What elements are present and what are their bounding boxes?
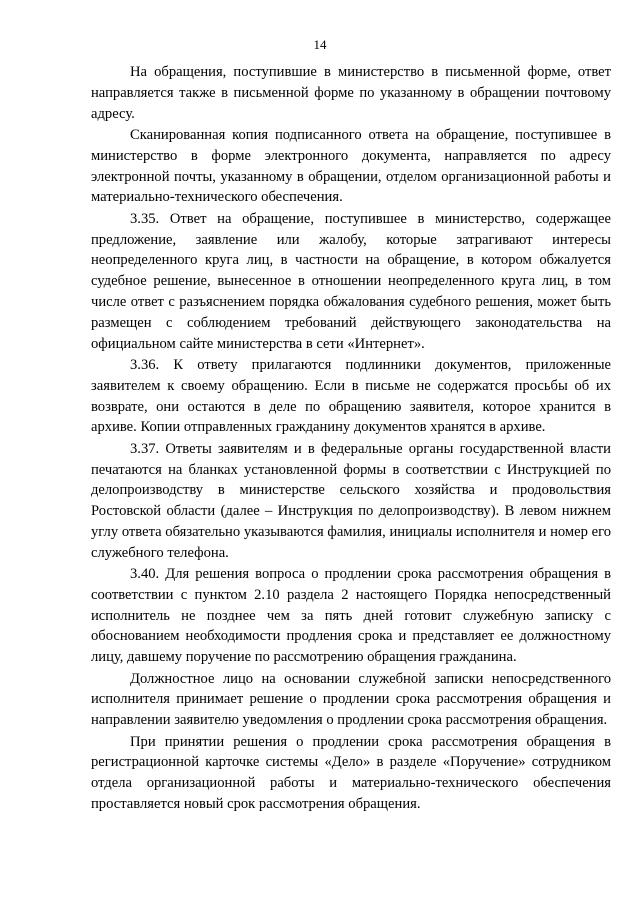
paragraph-3-35: 3.35. Ответ на обращение, поступившее в министерство, содержащее предложение, заявление или жалобу, которые затрагивают интересы неопределенного круга лиц, в частности на обращение, в котором обжалуется судебное решение, вынесенное в отношении неопределенного круга лиц, в том числе ответ с разъяснением порядка обжалования судебного решения, может быть размещен с соблюдением требований действующего законодательства на официальном сайте министерства в сети «Интернет». bbox=[91, 210, 611, 352]
paragraph-3-40: 3.40. Для решения вопроса о продлении срока рассмотрения обращения в соответствии с пунктом 2.10 раздела 2 настоящего Порядка непосредственный исполнитель не позднее чем за пять дней готовит служебную записку с обоснованием необходимости продления срока и представляет ее должностному лицу, давшему поручение по рассмотрению обращения гражданина. bbox=[91, 566, 611, 666]
paragraph-3-36: 3.36. К ответу прилагаются подлинники документов, приложенные заявителем к своему обращению. Если в письме не содержатся просьбы об их возврате, они остаются в деле по обращению заявителя, которое хранится в архиве. Копии отправленных гражданину документов хранятся в архиве. bbox=[91, 356, 611, 436]
page-number: 14 bbox=[313, 37, 327, 52]
paragraph-new-deadline: При принятии решения о продлении срока рассмотрения обращения в регистрационной карточке системы «Дело» в разделе «Поручение» сотрудником отдела организационной работы и материально-технического обеспечения проставляется новый срок рассмотрения обращения. bbox=[91, 733, 611, 813]
paragraph-3-37: 3.37. Ответы заявителям и в федеральные органы государственной власти печатаются на бланках установленной формы в соответствии с Инструкцией по делопроизводству в министерстве сельского хозяйства и продовольствия Ростовской области (далее – Инструкция по делопроизводству). В левом нижнем углу ответа обязательно указываются фамилия, инициалы исполнителя и номер его служебного телефона. bbox=[91, 440, 611, 561]
paragraph-official-decision: Должностное лицо на основании служебной записки непосредственного исполнителя принимает решение о продлении срока рассмотрения обращения и направлении заявителю уведомления о продлении срока рассмотрения обращения. bbox=[91, 670, 611, 729]
paragraph-scanned-copy: Сканированная копия подписанного ответа на обращение, поступившее в министерство в форме электронного документа, направляется по адресу электронной почты, указанному в обращении, отделом организационной работы и материально-технического обеспечения. bbox=[91, 126, 611, 206]
document-body bbox=[91, 62, 611, 815]
paragraph-written-reply: На обращения, поступившие в министерство в письменной форме, ответ направляется также в письменной форме по указанному в обращении почтовому адресу. bbox=[91, 64, 611, 122]
